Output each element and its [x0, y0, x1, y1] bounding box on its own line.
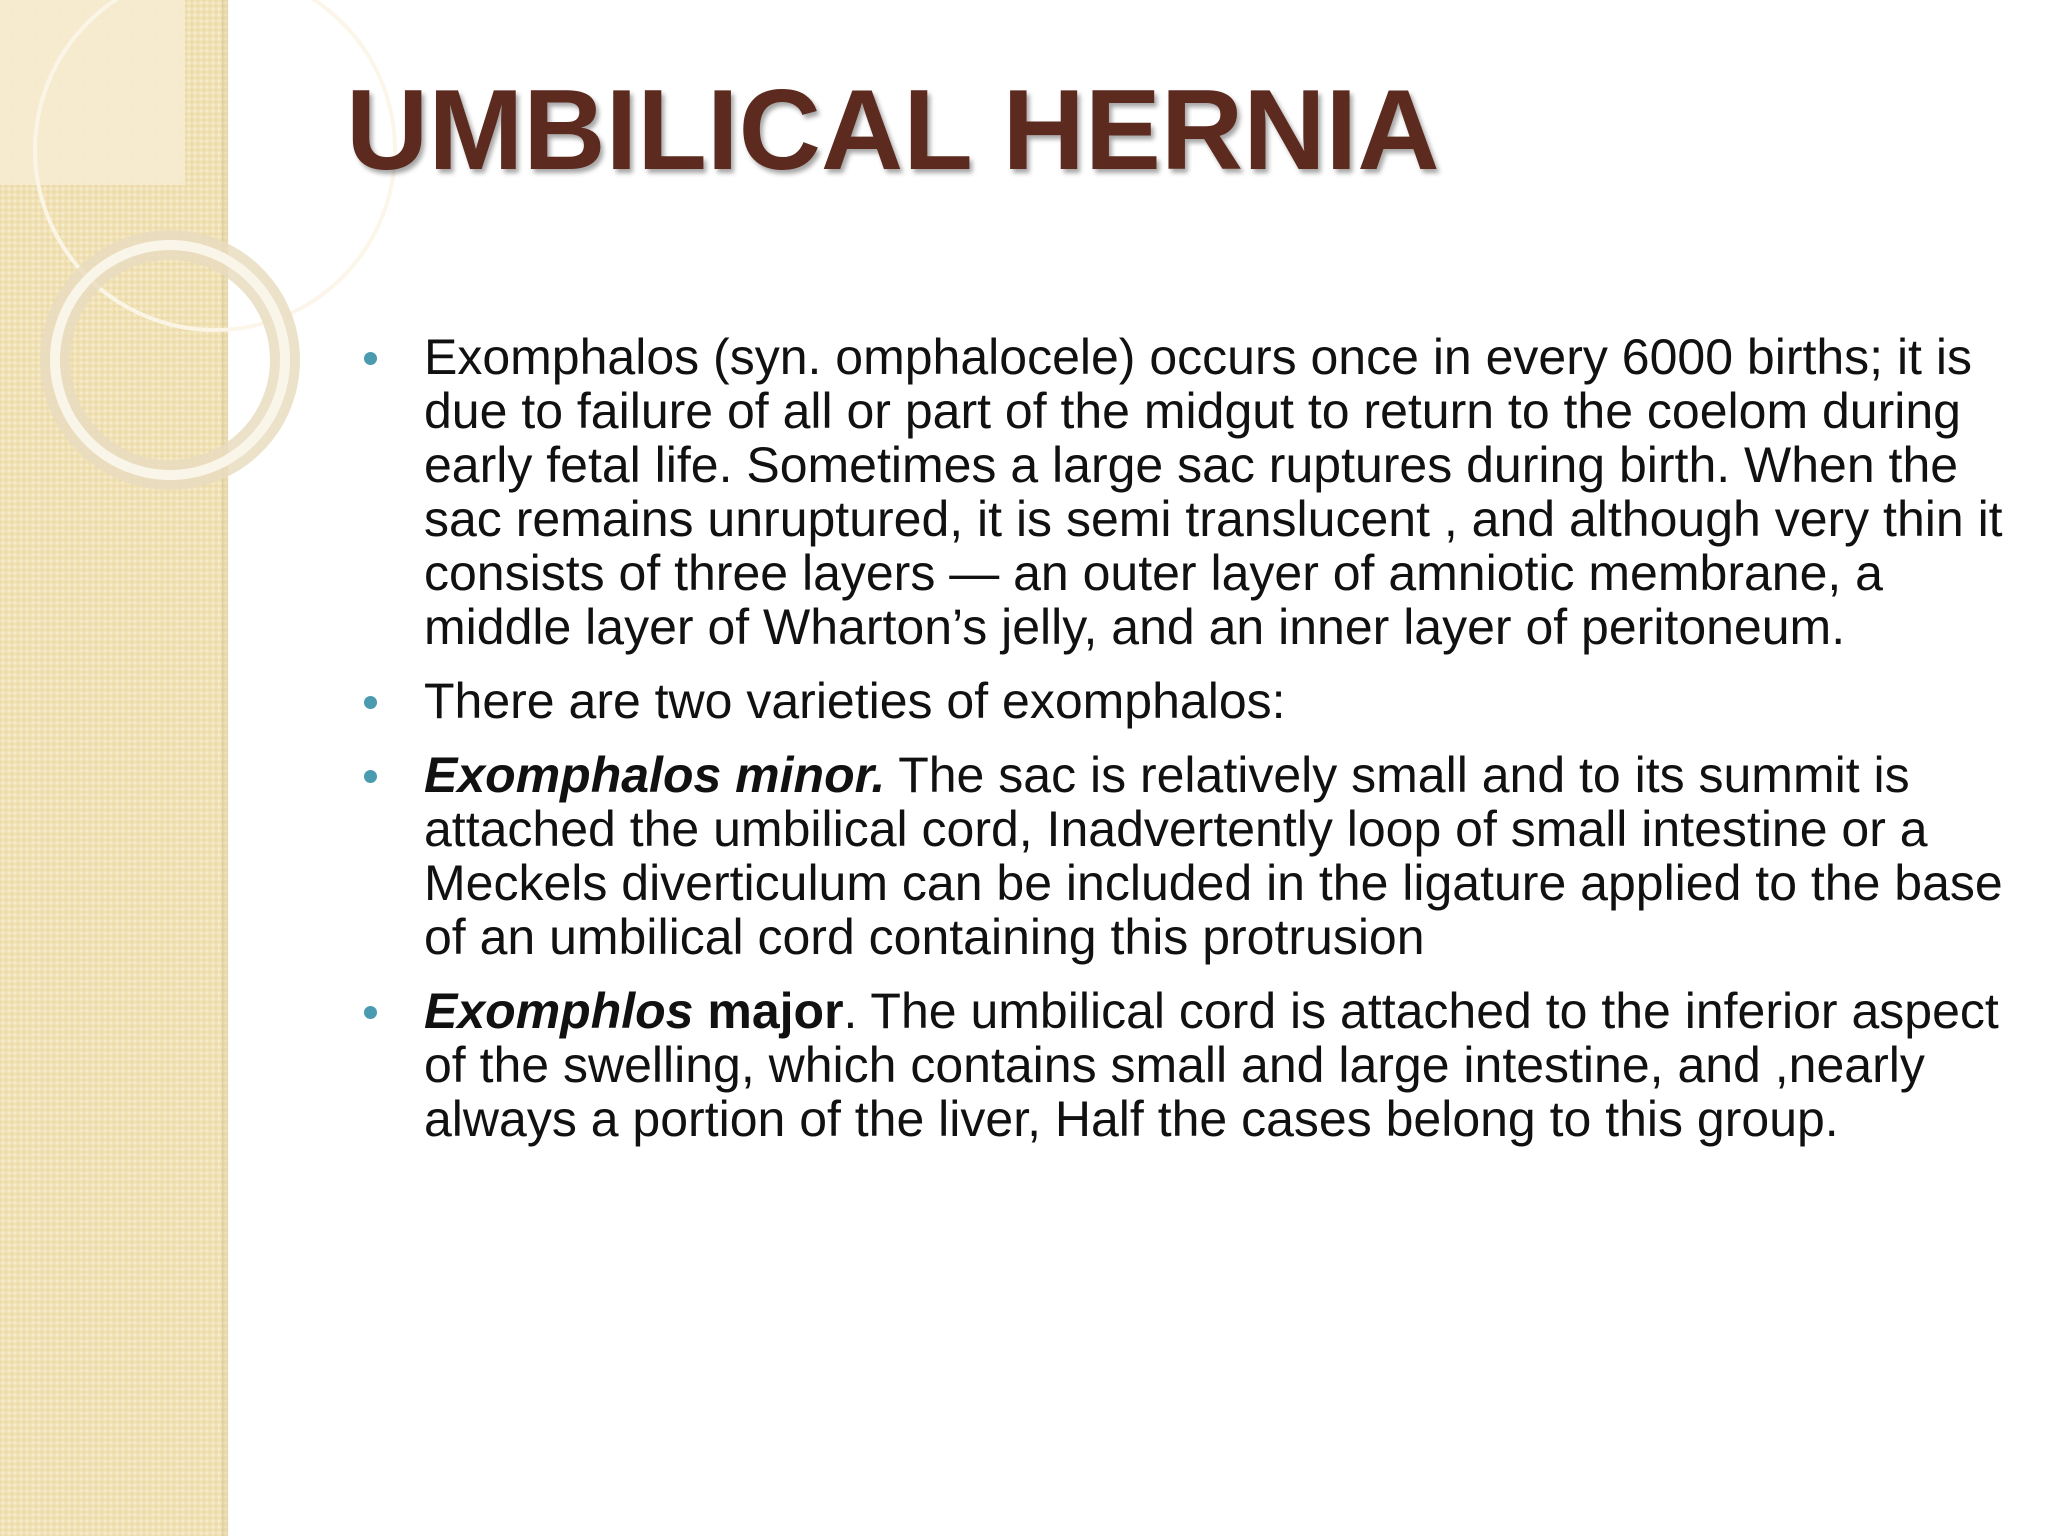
- bullet-dot-icon: [364, 696, 377, 709]
- ornament-small-ring-highlight: [55, 245, 285, 475]
- bullet-text: Exomphalos (syn. omphalocele) occurs once in every 6000 births; it is due to failure of all or part of the midgut to return to the coelom during early fetal life. Sometimes a large sac ruptures during birth. When the sac remains unruptured, it is semi translucent , and although very thin it consists of three layers — an outer layer of amniotic membrane, a middle layer of Wharton’s jelly, and an inner layer of peritoneum.: [424, 329, 2003, 655]
- bullet-text: . The umbilical cord is attached to the inferior aspect of the swelling, which contains small and large intestine, and ,nearly always a portion of the liver, Half the cases belong to this group.: [424, 983, 1999, 1147]
- bullet-item-exomphalos-overview: [356, 330, 2016, 654]
- ornament-corner-panel: [0, 0, 185, 185]
- decorative-circles-ornament: [0, 0, 260, 520]
- bullet-dot-icon: [364, 1006, 377, 1019]
- bullet-dot-icon: [364, 770, 377, 783]
- bullet-item-two-varieties: [356, 674, 2016, 728]
- slide-title: UMBILICAL HERNIA: [346, 67, 1440, 194]
- bullet-lead-term-suffix: major: [693, 983, 844, 1039]
- bullet-dot-icon: [364, 352, 377, 365]
- bullet-text: The sac is relatively small and to its summit is attached the umbilical cord, Inadvertently loop of small intestine or a Meckels diverticulum can be included in the ligature applied to the base of an umbilical cord containing this protrusion: [424, 747, 2003, 965]
- bullet-text: There are two varieties of exomphalos:: [424, 673, 1286, 729]
- bullet-item-exomphalos-major: [356, 984, 2016, 1146]
- bullet-list: [356, 330, 2016, 1166]
- bullet-item-exomphalos-minor: [356, 748, 2016, 964]
- bullet-lead-term: Exomphalos minor.: [424, 747, 886, 803]
- bullet-lead-term: Exomphlos: [424, 983, 694, 1039]
